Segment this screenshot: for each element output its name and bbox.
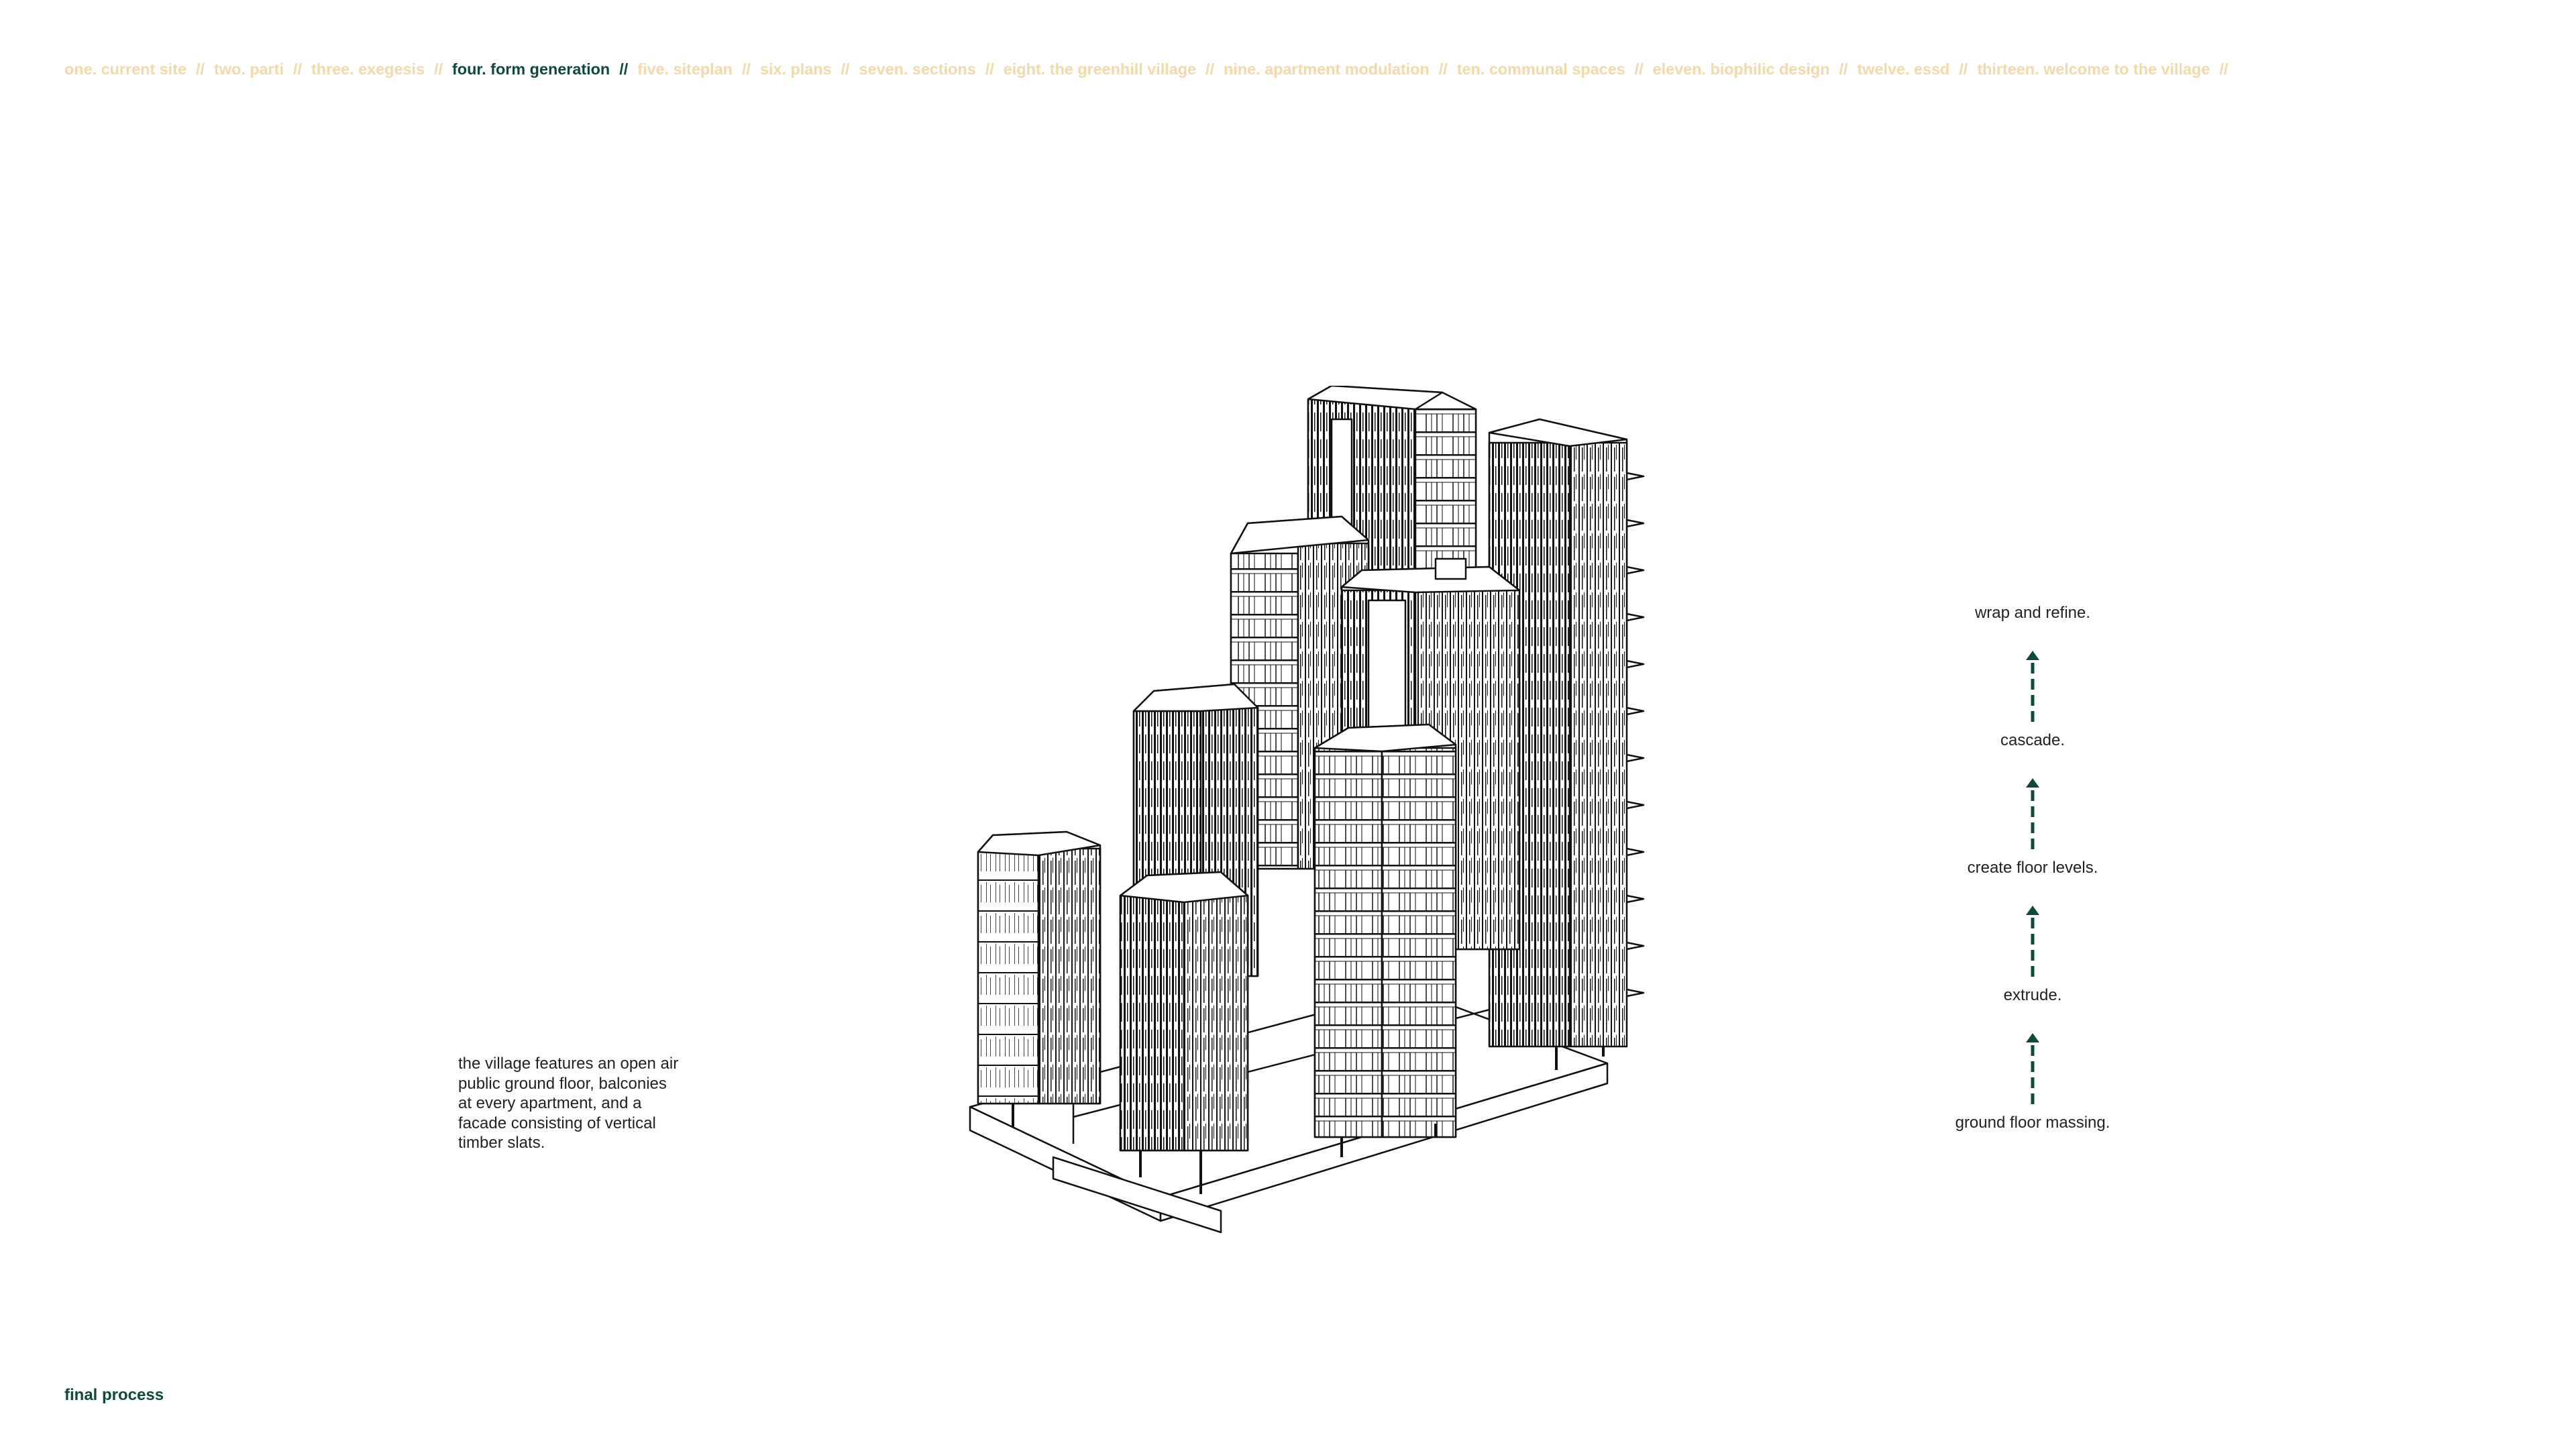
step-extrude: extrude. — [2003, 986, 2062, 1004]
nav-item-form-generation[interactable]: four. form generation — [452, 60, 610, 78]
nav-item-plans[interactable]: six. plans — [759, 60, 832, 78]
nav-item-exegesis[interactable]: three. exegesis — [311, 60, 425, 78]
dashed-up-arrow-icon — [2026, 1033, 2039, 1108]
section-nav — [64, 60, 2237, 78]
dashed-up-arrow-icon — [2026, 778, 2039, 853]
nav-separator: // — [1634, 60, 1644, 78]
description-line: at every apartment, and a — [458, 1094, 642, 1112]
dashed-up-arrow-icon — [2026, 906, 2039, 981]
nav-separator: // — [1839, 60, 1848, 78]
description-line: public ground floor, balconies — [458, 1074, 667, 1093]
nav-separator: // — [1205, 60, 1215, 78]
step-ground-floor-massing: ground floor massing. — [1955, 1114, 2110, 1132]
nav-separator: // — [841, 60, 850, 78]
step-cascade: cascade. — [2000, 731, 2065, 749]
nav-separator: // — [741, 60, 751, 78]
nav-item-parti[interactable]: two. parti — [213, 60, 284, 78]
building-axonometric-drawing — [966, 386, 1690, 1244]
nav-separator: // — [434, 60, 443, 78]
nav-item-apartment-modulation[interactable]: nine. apartment modulation — [1224, 60, 1430, 78]
description-line: the village features an open air — [458, 1055, 679, 1073]
nav-separator: // — [985, 60, 994, 78]
nav-separator: // — [292, 60, 302, 78]
nav-item-essd[interactable]: twelve. essd — [1857, 60, 1950, 78]
nav-item-current-site[interactable]: one. current site — [64, 60, 186, 78]
nav-item-welcome-to-the-village[interactable]: thirteen. welcome to the village — [1977, 60, 2210, 78]
nav-separator: // — [1959, 60, 1968, 78]
nav-item-communal-spaces[interactable]: ten. communal spaces — [1456, 60, 1625, 78]
nav-separator: // — [195, 60, 205, 78]
description-line: timber slats. — [458, 1134, 545, 1152]
project-description — [458, 1054, 740, 1153]
step-wrap-and-refine: wrap and refine. — [1974, 604, 2091, 622]
nav-item-sections[interactable]: seven. sections — [859, 60, 976, 78]
page-footer-label: final process — [64, 1386, 164, 1404]
nav-separator: // — [619, 60, 629, 78]
nav-separator: // — [1438, 60, 1448, 78]
nav-item-siteplan[interactable]: five. siteplan — [637, 60, 733, 78]
nav-item-greenhill-village[interactable]: eight. the greenhill village — [1003, 60, 1197, 78]
form-generation-process — [1932, 604, 2133, 1161]
dashed-up-arrow-icon — [2026, 651, 2039, 726]
nav-separator: // — [2219, 60, 2229, 78]
step-create-floor-levels: create floor levels. — [1967, 859, 2098, 877]
nav-item-biophilic-design[interactable]: eleven. biophilic design — [1652, 60, 1830, 78]
description-line: facade consisting of vertical — [458, 1114, 656, 1132]
